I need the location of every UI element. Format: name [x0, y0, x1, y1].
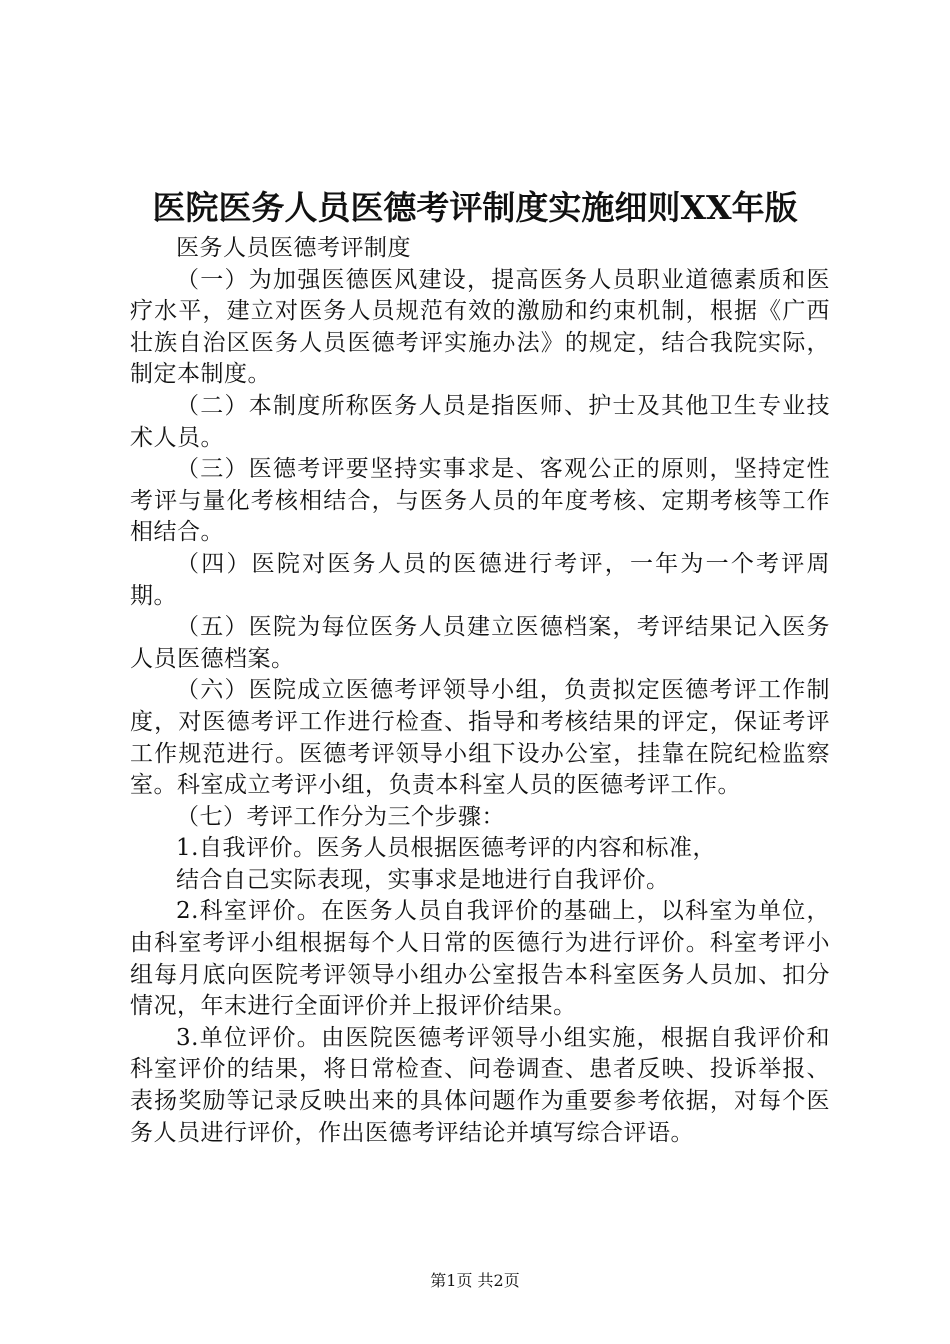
paragraph-6: （六）医院成立医德考评领导小组，负责拟定医德考评工作制度，对医德考评工作进行检查、指导和考核结果的评定，保证考评工作规范进行。医德考评领导小组下设办公室，挂靠在院纪检监察室。科室成立考评小组，负责本科室人员的医德考评工作。	[130, 677, 830, 799]
section-heading: 医务人员医德考评制度	[176, 235, 411, 261]
paragraph-3: （三）医德考评要坚持实事求是、客观公正的原则，坚持定性考评与量化考核相结合，与医务人员的年度考核、定期考核等工作相结合。	[130, 456, 830, 546]
step-3: 3.单位评价。由医院医德考评领导小组实施，根据自我评价和科室评价的结果，将日常检查、问卷调查、患者反映、投诉举报、表扬奖励等记录反映出来的具体问题作为重要参考依据，对每个医务人员进行评价，作出医德考评结论并填写综合评语。	[130, 1024, 830, 1146]
step-2: 2.科室评价。在医务人员自我评价的基础上，以科室为单位，由科室考评小组根据每个人日常的医德行为进行评价。科室考评小组每月底向医院考评领导小组办公室报告本科室医务人员加、扣分情况，年末进行全面评价并上报评价结果。	[130, 898, 830, 1020]
step-1-line-1: 1.自我评价。医务人员根据医德考评的内容和标准，	[176, 835, 716, 862]
document-title: 医院医务人员医德考评制度实施细则XX年版	[152, 188, 798, 227]
paragraph-1: （一）为加强医德医风建设，提高医务人员职业道德素质和医疗水平，建立对医务人员规范有效的激励和约束机制，根据《广西壮族自治区医务人员医德考评实施办法》的规定，结合我院实际，制定本制度。	[130, 266, 830, 388]
step-1-line-2: 结合自己实际表现，实事求是地进行自我评价。	[176, 866, 670, 893]
paragraph-5: （五）医院为每位医务人员建立医德档案，考评结果记入医务人员医德档案。	[130, 614, 830, 672]
paragraph-4: （四）医院对医务人员的医德进行考评，一年为一个考评周期。	[130, 550, 830, 609]
paragraph-7: （七）考评工作分为三个步骤：	[176, 803, 505, 830]
paragraph-2: （二）本制度所称医务人员是指医师、护士及其他卫生专业技术人员。	[130, 392, 830, 451]
page-footer: 第1页 共2页	[430, 1271, 520, 1290]
document-body	[130, 233, 830, 1149]
